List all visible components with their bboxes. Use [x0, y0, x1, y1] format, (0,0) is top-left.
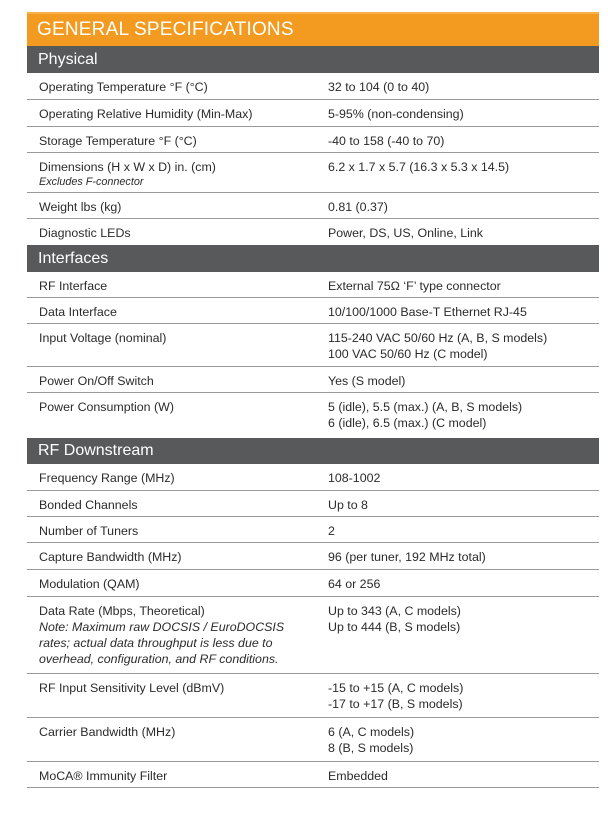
spec-value: 5 (idle), 5.5 (max.) (A, B, S models) 6 (idle), 6.5 (max.) (C model): [328, 400, 523, 430]
spec-row: [27, 219, 599, 245]
spec-label: RF Input Sensitivity Level (dBmV): [39, 681, 225, 695]
spec-label: Power Consumption (W): [39, 400, 174, 414]
spec-label: RF Interface: [39, 279, 108, 293]
spec-value: -15 to +15 (A, C models) -17 to +17 (B, S models): [328, 681, 464, 711]
section-title: Interfaces: [38, 249, 109, 267]
section-header-physical: [27, 46, 599, 73]
spec-row: [27, 674, 599, 718]
section-title: RF Downstream: [38, 442, 154, 459]
spec-value: 32 to 104 (0 to 40): [328, 80, 430, 94]
spec-row: [27, 272, 599, 298]
spec-row: [27, 367, 599, 393]
spec-label: Dimensions (H x W x D) in. (cm) Excludes F-connector: [27, 159, 328, 192]
spec-note: rates; actual data throughput is less due to: [39, 636, 273, 650]
section-header-interfaces: [27, 245, 599, 272]
spec-value: External 75Ω ‘F’ type connector: [328, 279, 501, 293]
spec-row: [27, 153, 599, 193]
spec-row: [27, 597, 599, 674]
spec-value: 108-1002: [328, 471, 381, 485]
spec-label: Number of Tuners: [39, 524, 139, 538]
spec-label: Storage Temperature °F (°C): [39, 134, 197, 148]
spec-value: 2: [328, 524, 335, 538]
section-header-rf-downstream: [27, 438, 599, 464]
spec-value: Up to 8: [328, 498, 368, 512]
spec-row: [27, 73, 599, 100]
section-title: Physical: [38, 50, 98, 68]
spec-value: 64 or 256: [328, 577, 381, 591]
spec-label: MoCA® Immunity Filter: [39, 769, 168, 783]
spec-row: [27, 762, 599, 788]
spec-value: 10/100/1000 Base-T Ethernet RJ-45: [328, 305, 527, 319]
page-title: GENERAL SPECIFICATIONS: [37, 19, 294, 40]
spec-value: Power, DS, US, Online, Link: [328, 226, 483, 240]
spec-label: Input Voltage (nominal): [39, 331, 167, 345]
spec-value: Up to 343 (A, C models) Up to 444 (B, S models): [328, 604, 461, 634]
title-banner: [27, 12, 599, 46]
spec-row: [27, 570, 599, 597]
spec-row: [27, 127, 599, 153]
spec-label: Frequency Range (MHz): [39, 471, 175, 485]
spec-value: Embedded: [328, 769, 388, 783]
spec-row: [27, 193, 599, 219]
spec-label: Modulation (QAM): [39, 577, 140, 591]
spec-note: Note: Maximum raw DOCSIS / EuroDOCSIS: [39, 620, 285, 634]
spec-value: 6.2 x 1.7 x 5.7 (16.3 x 5.3 x 14.5): [328, 160, 510, 174]
spec-value: Yes (S model): [328, 374, 406, 388]
spec-label: Weight lbs (kg): [39, 200, 122, 214]
spec-label: Diagnostic LEDs: [39, 226, 131, 240]
spec-value: 96 (per tuner, 192 MHz total): [328, 550, 486, 564]
spec-row: [27, 464, 599, 491]
spec-row: [27, 491, 599, 517]
spec-label: Capture Bandwidth (MHz): [39, 550, 182, 564]
spec-value: 0.81 (0.37): [328, 200, 388, 214]
spec-row: [27, 543, 599, 570]
spec-label: Operating Relative Humidity (Min-Max): [39, 107, 253, 121]
spec-row: [27, 718, 599, 762]
spec-row: [27, 100, 599, 127]
spec-value: -40 to 158 (-40 to 70): [328, 134, 445, 148]
spec-label: Data Interface: [39, 305, 117, 319]
spec-row: [27, 393, 599, 438]
spec-label: Operating Temperature °F (°C): [39, 80, 208, 94]
spec-row: [27, 324, 599, 367]
spec-value: 115-240 VAC 50/60 Hz (A, B, S models) 100 VAC 50/60 Hz (C model): [328, 331, 548, 361]
spec-row: [27, 298, 599, 324]
spec-label: Data Rate (Mbps, Theoretical) Note: Maximum raw DOCSIS / EuroDOCSIS rates; actual data throughput is less due to overhead, configuration, and RF conditions.: [27, 603, 328, 673]
spec-note: overhead, configuration, and RF conditions.: [39, 652, 279, 666]
spec-value: 5-95% (non-condensing): [328, 107, 464, 121]
spec-label: Carrier Bandwidth (MHz): [39, 725, 176, 739]
spec-label: Power On/Off Switch: [39, 374, 154, 388]
spec-sheet: [27, 12, 599, 788]
spec-row: [27, 517, 599, 543]
spec-note: Excludes F-connector: [39, 176, 144, 188]
spec-label: Bonded Channels: [39, 498, 138, 512]
spec-value: 6 (A, C models) 8 (B, S models): [328, 725, 415, 755]
